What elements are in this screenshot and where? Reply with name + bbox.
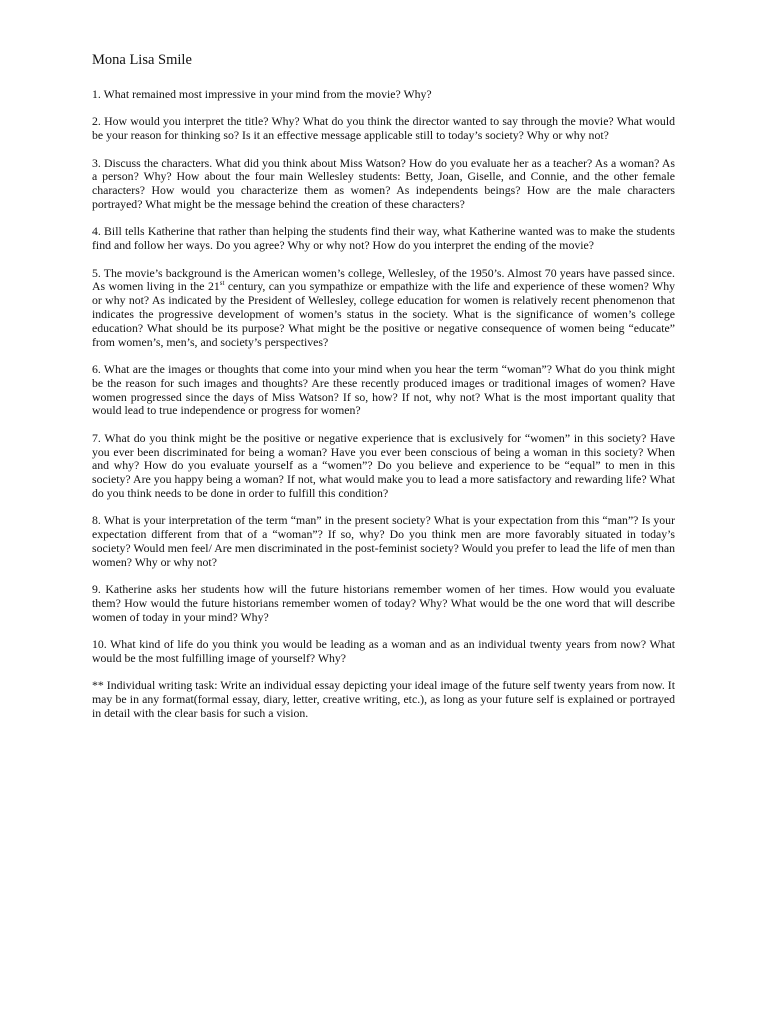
question-7: 7. What do you think might be the positive or negative experience that is exclusively for “women” in this society? Have you ever been discriminated for being a woman? Have you ever been conscious of being a woman in this society? When and why? How do you evaluate yourself as a “women”? Do you believe and experience to be “equal” to men in this society? Are you happy being a woman? If not, what would make you to lead a more satisfactory and rewarding life? What do you think needs to be done in order to fulfill this condition? [92,430,675,500]
ordinal-superscript: st [219,279,225,288]
question-5-text-before: 5. The movie’s background is the American women’s college, Wellesley, of the 1950’s. Almost 70 years have passed since. As women living in the 21 [92,265,675,294]
writing-task: ** Individual writing task: Write an individual essay depicting your ideal image of the future self twenty years from now. It may be in any format(formal essay, diary, letter, creative writing, etc.), as long as your future self is explained or portrayed in detail with the clear basis for such a vision. [92,678,675,720]
question-8: 8. What is your interpretation of the term “man” in the present society? What is your expectation from this “man”? Is your expectation different from that of a “woman”? If so, why? Do you think men are more favorably situated in today’s society? Would men feel/ Are men discriminated in the post-feminist society? Would you prefer to lead the life of men than women? Why or why not? [92,513,675,569]
question-9: 9. Katherine asks her students how will the future historians remember women of her times. How would you evaluate them? How would the future historians remember women of today? Why? What would be the one word that will describe women of today in your mind? Why? [92,582,675,624]
document-title: Mona Lisa Smile [92,52,192,68]
document-body [92,88,675,734]
question-10: 10. What kind of life do you think you would be leading as a woman and as an individual twenty years from now? What would be the most fulfilling image of yourself? Why? [92,637,675,665]
question-5 [92,267,675,350]
question-6: 6. What are the images or thoughts that come into your mind when you hear the term “woman”? What do you think might be the reason for such images and thoughts? Are these recently produced images or traditional images of women? Have women progressed since the days of Miss Watson? If so, how? If not, why not? What is the most important quality that would lead to true independence or progress for women? [92,361,675,418]
question-1: 1. What remained most impressive in your mind from the movie? Why? [92,87,432,101]
question-5-text-after: century, can you sympathize or empathize with the life and experience of these women? Why or why not? As indicated by the President of Wellesley, college education for women is relatively recent phenomenon that indicates the progressive development of women’s status in the society. What is the significance of women’s college education? What should be its purpose? What might be the positive or negative consequence of women being “educate” from women’s, men’s, and society’s perspectives? [92,279,676,349]
question-3: 3. Discuss the characters. What did you think about Miss Watson? How do you evaluate her as a teacher? As a woman? As a person? Why? How about the four main Wellesley students: Betty, Joan, Giselle, and Connie, and the other female characters? How would you characterize them as women? As independents beings? How are the male characters portrayed? What might be the message behind the creation of these characters? [92,155,675,211]
question-4: 4. Bill tells Katherine that rather than helping the students find their way, what Katherine wanted was to make the students find and follow her ways. Do you agree? Why or why not? How do you interpret the ending of the movie? [92,224,675,253]
question-2: 2. How would you interpret the title? Why? What do you think the director wanted to say through the movie? What would be your reason for thinking so? Is it an effective message applicable still to today’s society? Why or why not? [92,114,675,143]
